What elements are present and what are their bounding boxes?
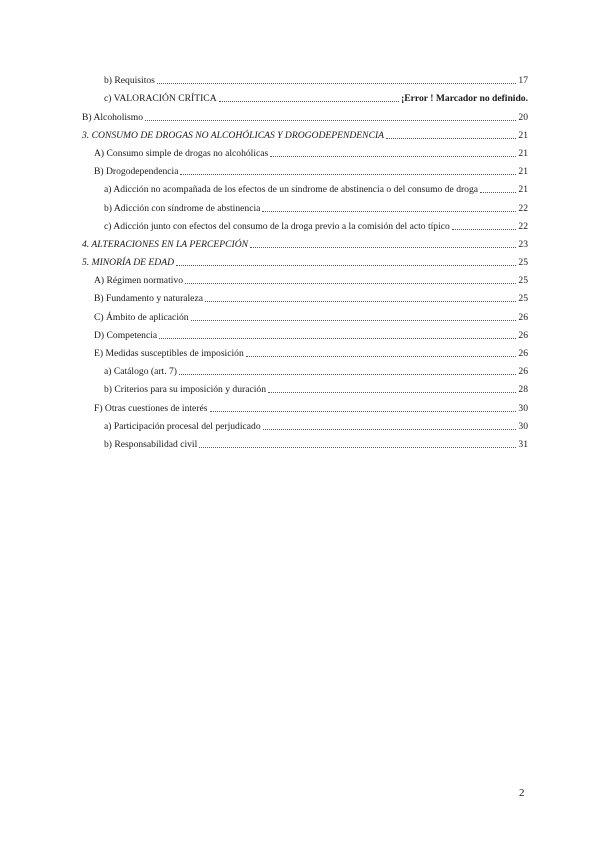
toc-entry[interactable] xyxy=(104,178,528,196)
toc-entry-page: 28 xyxy=(518,384,528,396)
toc-entry-title: D) Competencia xyxy=(94,329,158,341)
toc-entry-title: b) Adicción con síndrome de abstinencia xyxy=(104,202,261,214)
toc-entry-page: 26 xyxy=(518,329,528,341)
toc-entry[interactable] xyxy=(82,251,528,269)
toc-leader-dots xyxy=(268,392,516,393)
toc-leader-dots xyxy=(386,138,516,139)
toc-entry-title: F) Otras cuestiones de interés xyxy=(94,402,208,414)
toc-leader-dots xyxy=(145,120,516,121)
toc-leader-dots xyxy=(210,411,517,412)
toc-entry-title: c) VALORACIÓN CRÍTICA xyxy=(104,93,217,105)
toc-entry-page: 26 xyxy=(518,348,528,359)
toc-entry[interactable] xyxy=(82,105,528,123)
toc-entry-title: 5. MINORÍA DE EDAD xyxy=(82,257,175,269)
toc-entry-page: 25 xyxy=(518,293,528,305)
toc-entry-title: b) Requisitos xyxy=(104,75,155,87)
toc-entry-title: a) Adicción no acompañada de los efectos de un síndrome de abstinencia o del consumo de droga xyxy=(104,184,479,196)
toc-leader-dots xyxy=(191,320,517,321)
toc-entry[interactable] xyxy=(104,433,528,451)
toc-entry-title: B) Alcoholismo xyxy=(82,111,144,123)
toc-leader-dots xyxy=(199,447,516,448)
toc-entry-title: 3. CONSUMO DE DROGAS NO ALCOHÓLICAS Y DROGODEPENDENCIA xyxy=(82,129,385,141)
toc-entry[interactable] xyxy=(82,233,528,251)
toc-entry-page: 26 xyxy=(518,311,528,323)
toc-entry-page: 22 xyxy=(518,220,528,232)
toc-leader-dots xyxy=(179,374,516,375)
toc-entry-page: 25 xyxy=(518,257,528,269)
toc-entry[interactable] xyxy=(82,124,528,142)
toc-entry-page: ¡Error ! Marcador no definido. xyxy=(401,93,528,105)
toc-leader-dots xyxy=(480,192,516,193)
toc-entry-page: 21 xyxy=(518,147,528,159)
toc-entry[interactable] xyxy=(104,69,528,87)
toc-entry[interactable] xyxy=(104,360,528,378)
table-of-contents xyxy=(0,69,600,451)
toc-entry-title: A) Régimen normativo xyxy=(94,275,183,287)
toc-entry[interactable] xyxy=(94,342,528,360)
toc-leader-dots xyxy=(263,429,517,430)
toc-entry-page: 22 xyxy=(518,202,528,214)
toc-leader-dots xyxy=(205,301,516,302)
toc-entry-title: E) Medidas susceptibles de imposición xyxy=(94,348,244,359)
toc-leader-dots xyxy=(270,156,516,157)
toc-entry[interactable] xyxy=(104,196,528,214)
toc-leader-dots xyxy=(452,229,517,230)
toc-entry-page: 20 xyxy=(518,111,528,123)
toc-entry[interactable] xyxy=(94,287,528,305)
toc-leader-dots xyxy=(262,211,516,212)
toc-leader-dots xyxy=(185,283,516,284)
toc-entry[interactable] xyxy=(94,160,528,178)
toc-entry-page: 31 xyxy=(518,438,528,450)
toc-leader-dots xyxy=(180,174,516,175)
toc-entry-title: b) Responsabilidad civil xyxy=(104,438,198,450)
toc-entry[interactable] xyxy=(104,378,528,396)
toc-entry-title: A) Consumo simple de drogas no alcohólicas xyxy=(94,147,269,159)
toc-leader-dots xyxy=(246,356,517,357)
toc-entry[interactable] xyxy=(94,142,528,160)
toc-entry-title: c) Adicción junto con efectos del consumo de la droga previo a la comisión del acto típico xyxy=(104,220,450,232)
toc-entry-page: 21 xyxy=(518,184,528,196)
toc-entry-title: B) Drogodependencia xyxy=(94,166,179,178)
toc-entry-title: B) Fundamento y naturaleza xyxy=(94,293,203,305)
toc-entry-page: 26 xyxy=(518,366,528,378)
toc-entry-title: 4. ALTERACIONES EN LA PERCEPCIÓN xyxy=(82,238,249,250)
toc-entry-page: 21 xyxy=(518,166,528,178)
toc-leader-dots xyxy=(250,247,516,248)
toc-leader-dots xyxy=(176,265,516,266)
toc-leader-dots xyxy=(219,101,399,102)
toc-entry-title: a) Catálogo (art. 7) xyxy=(104,366,177,378)
toc-entry-page: 25 xyxy=(518,275,528,287)
toc-entry[interactable] xyxy=(94,305,528,323)
toc-entry-page: 30 xyxy=(518,420,528,432)
toc-entry[interactable] xyxy=(94,396,528,414)
toc-leader-dots xyxy=(157,83,517,84)
toc-entry[interactable] xyxy=(104,87,528,105)
toc-entry[interactable] xyxy=(104,415,528,433)
toc-entry-page: 30 xyxy=(518,402,528,414)
toc-entry-title: C) Ámbito de aplicación xyxy=(94,311,189,323)
toc-entry-page: 21 xyxy=(518,129,528,141)
toc-entry-page: 17 xyxy=(518,75,528,87)
page-number: 2 xyxy=(519,787,525,799)
toc-entry-page: 23 xyxy=(518,238,528,250)
toc-entry-title: b) Criterios para su imposición y duración xyxy=(104,384,266,396)
toc-entry-title: a) Participación procesal del perjudicado xyxy=(104,420,261,432)
toc-entry[interactable] xyxy=(104,215,528,233)
toc-entry[interactable] xyxy=(94,324,528,342)
toc-leader-dots xyxy=(159,338,516,339)
toc-entry[interactable] xyxy=(94,269,528,287)
